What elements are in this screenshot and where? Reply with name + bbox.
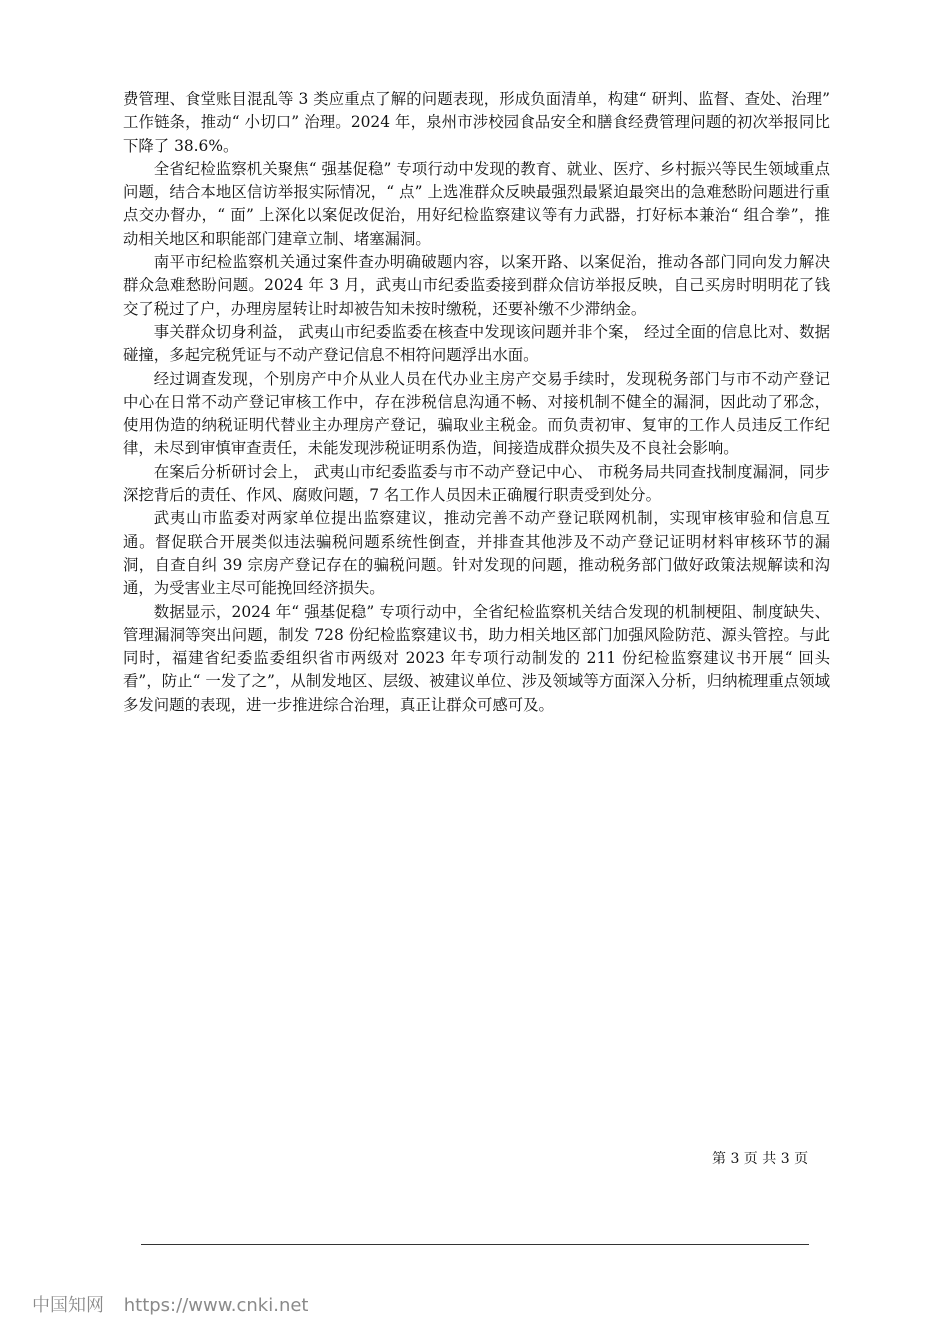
watermark-brand: 中国知网 — [32, 1295, 104, 1316]
paragraph-3: 南平市纪检监察机关通过案件查办明确破题内容，以案开路、以案促治，推动各部门同向发力解决群众急难愁盼问题。2024 年 3 月，武夷山市纪委监委接到群众信访举报反映，自己买房时明明花了钱交了税过了户，办理房屋转让时却被告知未按时缴税，还要补缴不少滞纳金。 — [123, 253, 830, 318]
page-number: 第 3 页 共 3 页 — [712, 1151, 809, 1167]
paragraph-8: 数据显示，2024 年“ 强基促稳” 专项行动中，全省纪检监察机关结合发现的机制梗阻、制度缺失、管理漏洞等突出问题，制发 728 份纪检监察建议书，助力相关地区部门加强风险防范、源头管控。与此同时，福建省纪委监委组织省市两级对 2023 年专项行动制发的 211 份纪检监察建议书开展“ 回头看”，防止“ 一发了之”，从制发地区、层级、被建议单位、涉及领域等方面深入分析，归纳梳理重点领域多发问题的表现，进一步推进综合治理，真正让群众可感可及。 — [123, 602, 830, 714]
document-body — [123, 88, 830, 717]
paragraph-1: 费管理、食堂账目混乱等 3 类应重点了解的问题表现，形成负面清单，构建“ 研判、监督、查处、治理” 工作链条，推动“ 小切口” 治理。2024 年，泉州市涉校园食品安全和膳食经费管理问题的初次举报同比下降了 38.6%。 — [123, 90, 830, 155]
cnki-watermark — [32, 1293, 308, 1319]
paragraph-4: 事关群众切身利益， 武夷山市纪委监委在核查中发现该问题并非个案， 经过全面的信息比对、数据碰撞，多起完税凭证与不动产登记信息不相符问题浮出水面。 — [123, 322, 830, 365]
paragraph-2: 全省纪检监察机关聚焦“ 强基促稳” 专项行动中发现的教育、就业、医疗、乡村振兴等民生领域重点问题，结合本地区信访举报实际情况，“ 点” 上选准群众反映最强烈最紧迫最突出的急难愁盼问题进行重点交办督办，“ 面” 上深化以案促改促治，用好纪检监察建议等有力武器，打好标本兼治“ 组合拳”，推动相关地区和职能部门建章立制、堵塞漏洞。 — [123, 159, 830, 248]
paragraph-7: 武夷山市监委对两家单位提出监察建议，推动完善不动产登记联网机制，实现审核审验和信息互通。督促联合开展类似违法骗税问题系统性倒查，并排查其他涉及不动产登记证明材料审核环节的漏洞，自查自纠 39 宗房产登记存在的骗税问题。针对发现的问题，推动税务部门做好政策法规解读和沟通，为受害业主尽可能挽回经济损失。 — [123, 509, 830, 598]
footer-divider — [141, 1244, 809, 1245]
paragraph-5: 经过调查发现，个别房产中介从业人员在代办业主房产交易手续时，发现税务部门与市不动产登记中心在日常不动产登记审核工作中，存在涉税信息沟通不畅、对接机制不健全的漏洞，因此动了邪念，使用伪造的纳税证明代替业主办理房产登记，骗取业主税金。而负责初审、复审的工作人员违反工作纪律，未尽到审慎审查责任，未能发现涉税证明系伪造，间接造成群众损失及不良社会影响。 — [123, 369, 830, 458]
paragraph-6: 在案后分析研讨会上， 武夷山市纪委监委与市不动产登记中心、 市税务局共同查找制度漏洞，同步深挖背后的责任、作风、腐败问题，7 名工作人员因未正确履行职责受到处分。 — [123, 462, 830, 505]
watermark-url: https://www.cnki.net — [123, 1295, 309, 1316]
